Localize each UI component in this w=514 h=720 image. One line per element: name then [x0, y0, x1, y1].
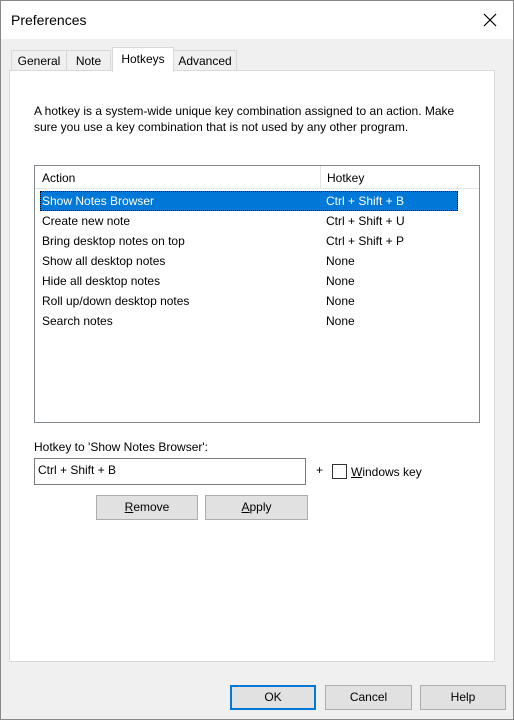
cancel-button[interactable]: Cancel [325, 685, 412, 710]
plus-sign: + [316, 463, 324, 477]
row-action: Search notes [42, 314, 113, 328]
apply-mnemonic: A [241, 500, 250, 514]
hotkey-input[interactable]: Ctrl + Shift + B [34, 458, 306, 485]
hotkey-field-label: Hotkey to 'Show Notes Browser': [34, 440, 208, 454]
row-action: Show all desktop notes [42, 254, 166, 268]
windows-key-label[interactable] [351, 465, 422, 479]
windows-key-mnemonic: W [351, 465, 363, 479]
table-row[interactable] [40, 291, 458, 311]
window-title: Preferences [11, 12, 87, 28]
help-button[interactable]: Help [420, 685, 506, 710]
table-row[interactable] [40, 271, 458, 291]
column-header-hotkey[interactable]: Hotkey [327, 171, 365, 185]
remove-label-rest: emove [133, 500, 170, 514]
hotkey-list[interactable] [34, 165, 480, 423]
row-hotkey: None [326, 254, 355, 268]
row-hotkey: None [326, 314, 355, 328]
tab-note[interactable]: Note [66, 50, 111, 71]
row-hotkey: Ctrl + Shift + B [326, 194, 405, 208]
ok-button[interactable]: OK [230, 685, 316, 710]
table-row[interactable] [40, 311, 458, 331]
windows-key-label-rest: indows key [362, 465, 422, 479]
row-action: Show Notes Browser [42, 194, 155, 208]
table-row[interactable] [40, 231, 458, 251]
remove-button[interactable] [96, 495, 198, 520]
row-hotkey: None [326, 274, 355, 288]
apply-label-rest: pply [249, 500, 272, 514]
row-action: Create new note [42, 214, 131, 228]
row-action: Bring desktop notes on top [42, 234, 185, 248]
remove-mnemonic: R [124, 500, 134, 514]
table-row[interactable] [40, 211, 458, 231]
row-hotkey: Ctrl + Shift + P [326, 234, 405, 248]
table-row[interactable] [40, 191, 458, 211]
apply-button[interactable] [205, 495, 308, 520]
row-hotkey: Ctrl + Shift + U [326, 214, 405, 228]
table-row[interactable] [40, 251, 458, 271]
row-hotkey: None [326, 294, 355, 308]
tab-hotkeys[interactable]: Hotkeys [112, 47, 174, 72]
column-header-action[interactable]: Action [35, 166, 321, 188]
title-bar [1, 1, 513, 39]
close-icon [483, 13, 497, 27]
row-action: Roll up/down desktop notes [42, 294, 190, 308]
hotkey-description: A hotkey is a system-wide unique key combination assigned to an action. Make sure you use a key combination that is not used by any other program. [34, 104, 455, 134]
list-header [35, 166, 479, 189]
row-action: Hide all desktop notes [42, 274, 161, 288]
close-button[interactable] [467, 1, 513, 39]
hotkeys-panel [9, 70, 495, 662]
tab-general[interactable]: General [11, 50, 67, 71]
tab-advanced[interactable]: Advanced [173, 50, 237, 71]
windows-key-checkbox[interactable] [332, 464, 347, 479]
